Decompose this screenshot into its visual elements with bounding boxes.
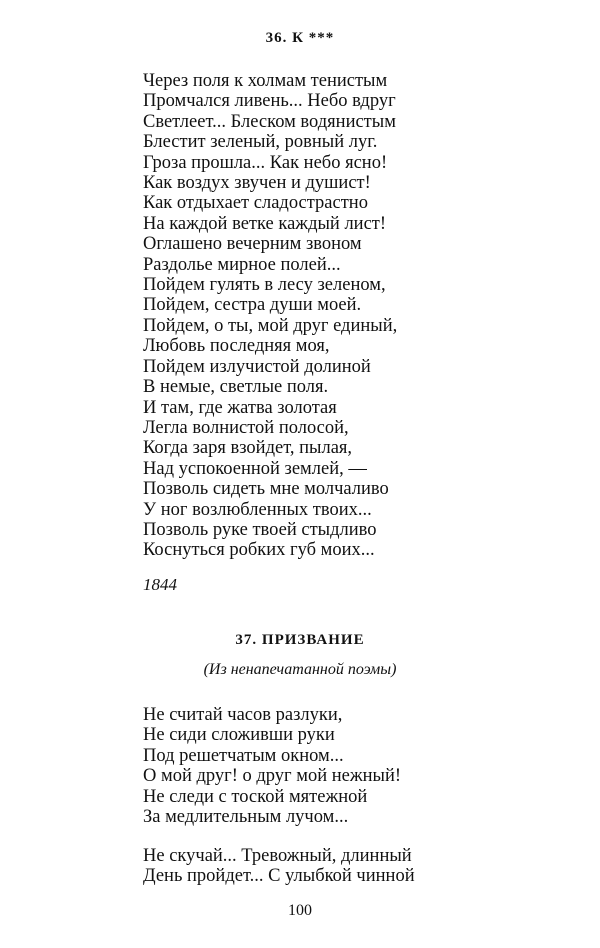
poem-37-title: 37. ПРИЗВАНИЕ: [235, 632, 365, 648]
verse-line: Пойдем, о ты, мой друг единый,: [143, 315, 398, 336]
verse-line: Не сиди сложивши руки: [143, 725, 335, 746]
verse-line: О мой друг! о друг мой нежный!: [143, 766, 402, 787]
verse-line: Не следи с тоской мятежной: [143, 786, 368, 807]
verse-line: Под решетчатым окном...: [143, 745, 344, 766]
verse-line: Коснуться робких губ моих...: [143, 540, 375, 561]
poem-36-year: 1844: [143, 575, 177, 594]
page-number: 100: [288, 902, 312, 919]
verse-line: Когда заря взойдет, пылая,: [143, 438, 353, 459]
poem-37-stanza-2: [143, 846, 415, 887]
verse-line: Через поля к холмам тенистым: [143, 71, 388, 91]
verse-line: Как отдыхает сладострастно: [143, 193, 368, 214]
verse-line: Пойдем излучистой долиной: [143, 356, 371, 377]
poem-36-text: [143, 71, 397, 561]
verse-line: Как воздух звучен и душист!: [143, 173, 371, 194]
verse-line: Над успокоенной землей, —: [143, 458, 367, 479]
verse-line: Не считай часов разлуки,: [143, 705, 343, 725]
poem-36-title: 36. К ***: [265, 30, 335, 46]
verse-line: Промчался ливень... Небо вдруг: [143, 91, 396, 112]
verse-line: Легла волнистой полосой,: [143, 417, 349, 438]
verse-line: Пойдем гулять в лесу зеленом,: [143, 275, 386, 296]
verse-line: Любовь последняя моя,: [143, 336, 330, 357]
verse-line: Пойдем, сестра души моей.: [143, 295, 362, 316]
verse-line: Оглашено вечерним звоном: [143, 234, 362, 255]
verse-line: За медлительным лучом...: [143, 807, 349, 828]
poem-37-stanza-1: [143, 705, 401, 827]
verse-line: В немые, светлые поля.: [143, 377, 329, 398]
poem-37-subtitle: (Из ненапечатанной поэмы): [203, 661, 397, 678]
verse-line: И там, где жатва золотая: [143, 397, 337, 418]
verse-line: У ног возлюбленных твоих...: [143, 499, 372, 520]
verse-line: На каждой ветке каждый лист!: [143, 213, 387, 234]
verse-line: Позволь сидеть мне молчаливо: [143, 479, 389, 500]
verse-line: Раздолье мирное полей...: [143, 254, 341, 275]
verse-line: Не скучай... Тревожный, длинный: [143, 846, 412, 866]
verse-line: Позволь руке твоей стыдливо: [143, 519, 377, 540]
verse-line: Светлеет... Блеском водянистым: [143, 111, 396, 132]
verse-line: День пройдет... С улыбкой чинной: [143, 866, 415, 887]
verse-line: Гроза прошла... Как небо ясно!: [143, 152, 388, 173]
verse-line: Блестит зеленый, ровный луг.: [143, 132, 378, 153]
